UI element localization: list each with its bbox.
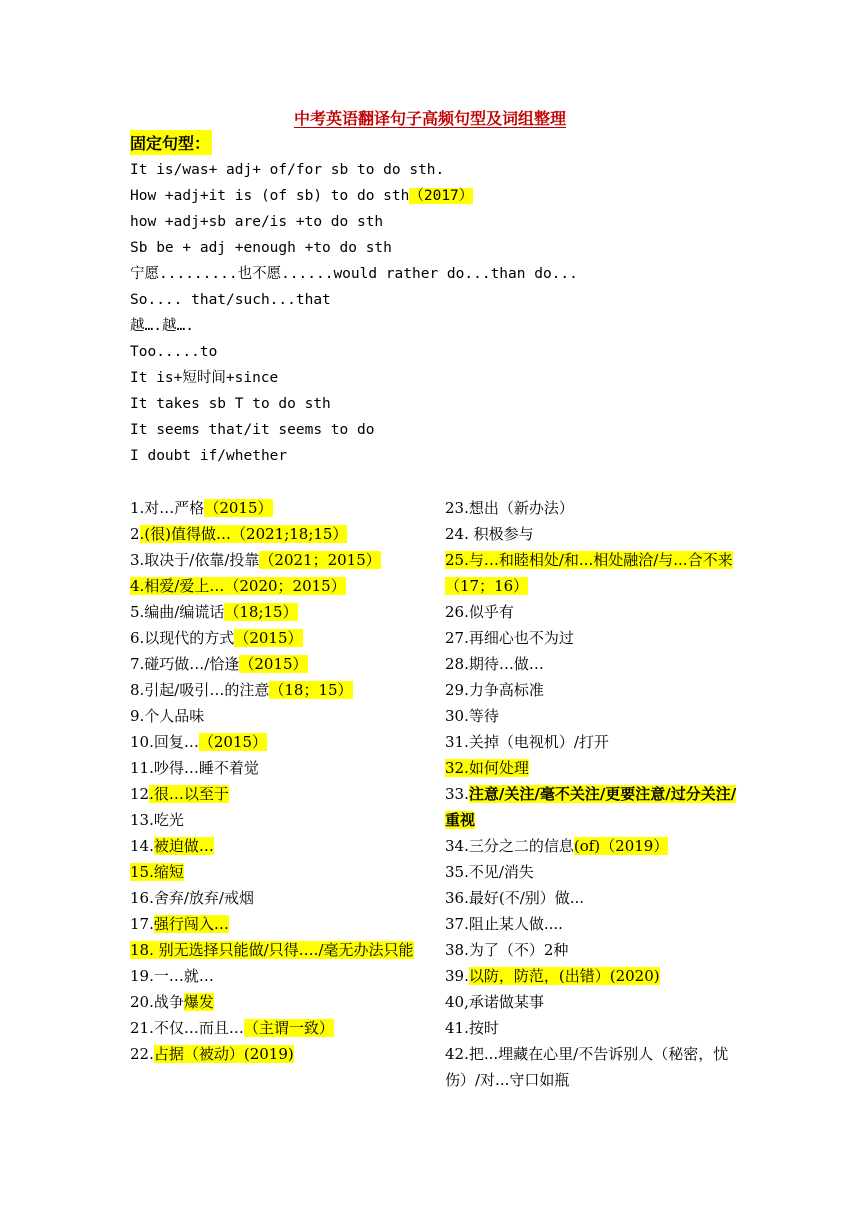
item-text: 35.不见/消失 xyxy=(445,863,534,881)
item-highlight: （18;15） xyxy=(224,603,298,621)
item-text: 33. xyxy=(445,785,469,803)
item-highlight: 爆发 xyxy=(183,993,214,1011)
item-text: 28.期待…做… xyxy=(445,655,544,673)
item-text: 19.一…就… xyxy=(130,967,214,985)
document-title: 中考英语翻译句子高频句型及词组整理 xyxy=(293,109,566,128)
pattern-text: How +adj+it is (of sb) to do sth xyxy=(130,188,410,204)
item-text: 40,承诺做某事 xyxy=(445,993,544,1011)
item-text: 39. xyxy=(445,967,469,985)
phrase-right-item xyxy=(445,911,740,937)
pattern-line xyxy=(130,235,578,261)
item-text: 17. xyxy=(130,915,154,933)
phrase-left-item xyxy=(130,911,425,937)
item-highlight: .(很)值得做…（2021;18;15） xyxy=(139,525,348,543)
item-text: 6.以现代的方式 xyxy=(130,629,235,647)
item-highlight: （主谓一致） xyxy=(243,1019,334,1037)
pattern-text: I doubt if/whether xyxy=(130,448,288,464)
pattern-text: how +adj+sb are/is +to do sth xyxy=(130,214,384,230)
phrase-left-item xyxy=(130,521,425,547)
phrase-right-item xyxy=(445,495,740,521)
item-highlight: 占据（被动）(2019) xyxy=(153,1045,294,1063)
item-highlight: 强行闯入… xyxy=(153,915,229,933)
pattern-text: It takes sb T to do sth xyxy=(130,396,331,412)
item-text: 37.阻止某人做.... xyxy=(445,915,563,933)
phrase-right-item xyxy=(445,989,740,1015)
item-text: 24. 积极参与 xyxy=(445,525,534,543)
pattern-line xyxy=(130,365,578,391)
phrase-left-item xyxy=(130,599,425,625)
phrase-left-item xyxy=(130,625,425,651)
item-highlight: (of)（2019） xyxy=(573,837,669,855)
phrase-left-item xyxy=(130,963,425,989)
phrase-right-item xyxy=(445,1041,740,1093)
phrase-left-item xyxy=(130,859,425,885)
item-highlight: （18；15） xyxy=(269,681,353,699)
item-text: 10.回复… xyxy=(130,733,199,751)
item-text: 22. xyxy=(130,1045,154,1063)
phrase-left-item xyxy=(130,989,425,1015)
item-highlight: 被迫做… xyxy=(153,837,214,855)
pattern-text: 宁愿.........也不愿......would rather do...than do... xyxy=(130,266,578,282)
item-text: 1.对…严格 xyxy=(130,499,205,517)
pattern-text: It is+短时间+since xyxy=(130,370,279,386)
phrase-left-item xyxy=(130,1015,425,1041)
phrase-right-item xyxy=(445,651,740,677)
item-text: 14. xyxy=(130,837,154,855)
phrase-right-item xyxy=(445,703,740,729)
pattern-text: Sb be + adj +enough +to do sth xyxy=(130,240,392,256)
item-highlight: 15.缩短 xyxy=(130,863,184,881)
pattern-line xyxy=(130,261,578,287)
item-text: 9.个人品味 xyxy=(130,707,205,725)
item-text: 16.舍弃/放弃/戒烟 xyxy=(130,889,254,907)
item-text: 8.引起/吸引…的注意 xyxy=(130,681,270,699)
phrase-right-item xyxy=(445,599,740,625)
phrase-left-item xyxy=(130,703,425,729)
phrase-right-item xyxy=(445,1015,740,1041)
pattern-text: It is/was+ adj+ of/for sb to do sth. xyxy=(130,162,445,178)
highlighted-year: （2017） xyxy=(409,188,474,204)
pattern-line xyxy=(130,339,578,365)
phrase-left-item xyxy=(130,755,425,781)
phrase-list-left xyxy=(130,495,425,1067)
item-highlight: 4.相爱/爱上…（2020；2015） xyxy=(130,577,346,595)
item-text: 3.取决于/依靠/投靠 xyxy=(130,551,260,569)
pattern-text: It seems that/it seems to do xyxy=(130,422,375,438)
item-text: 21.不仅…而且… xyxy=(130,1019,244,1037)
item-highlight: （2015） xyxy=(239,655,308,673)
phrase-right-item xyxy=(445,885,740,911)
item-text: 42.把...埋藏在心里/不告诉别人（秘密，忧伤）/对...守口如瓶 xyxy=(445,1045,729,1089)
pattern-text: So.... that/such...that xyxy=(130,292,331,308)
phrase-left-item xyxy=(130,547,425,573)
phrase-right-item xyxy=(445,859,740,885)
item-text: 41.按时 xyxy=(445,1019,499,1037)
phrase-right-item xyxy=(445,677,740,703)
item-highlight: 18. 别无选择只能做/只得…./毫无办法只能 xyxy=(130,941,414,959)
pattern-line xyxy=(130,183,578,209)
item-highlight: 25.与…和睦相处/和...相处融洽/与...合不来（17；16） xyxy=(445,551,733,595)
phrase-left-item xyxy=(130,677,425,703)
pattern-text: Too.....to xyxy=(130,344,218,360)
item-text: 29.力争高标准 xyxy=(445,681,544,699)
phrase-left-item xyxy=(130,781,425,807)
item-highlight: （2015） xyxy=(204,499,273,517)
phrase-left-item xyxy=(130,885,425,911)
item-text: 34.三分之二的信息 xyxy=(445,837,574,855)
pattern-list xyxy=(130,157,578,469)
item-text: 7.碰巧做…/恰逢 xyxy=(130,655,240,673)
item-text: 26.似乎有 xyxy=(445,603,514,621)
pattern-line xyxy=(130,209,578,235)
phrase-left-item xyxy=(130,495,425,521)
item-highlight: （2015） xyxy=(234,629,303,647)
item-text: 12 xyxy=(130,785,150,803)
phrase-right-item xyxy=(445,755,740,781)
phrase-right-item xyxy=(445,781,740,833)
item-highlight: 以防，防范，(出错）(2020) xyxy=(468,967,660,985)
item-highlight: （2015） xyxy=(198,733,268,751)
item-text: 5.编曲/编谎话 xyxy=(130,603,225,621)
item-text: 36.最好(不/别）做... xyxy=(445,889,585,907)
item-text: 13.吃光 xyxy=(130,811,184,829)
item-text: 27.再细心也不为过 xyxy=(445,629,574,647)
pattern-line xyxy=(130,443,578,469)
phrase-right-item xyxy=(445,729,740,755)
phrase-left-item xyxy=(130,573,425,599)
pattern-text: 越….越…. xyxy=(130,318,194,334)
phrase-right-item xyxy=(445,625,740,651)
pattern-line xyxy=(130,157,578,183)
item-highlight: 32.如何处理 xyxy=(445,759,529,777)
pattern-line xyxy=(130,417,578,443)
phrase-left-item xyxy=(130,807,425,833)
item-text: 38.为了（不）2种 xyxy=(445,941,569,959)
phrase-right-item xyxy=(445,937,740,963)
item-text: 30.等待 xyxy=(445,707,499,725)
item-text: 20.战争 xyxy=(130,993,184,1011)
phrase-right-item xyxy=(445,521,740,547)
item-highlight: .很…以至于 xyxy=(149,785,229,803)
pattern-line xyxy=(130,287,578,313)
pattern-line xyxy=(130,313,578,339)
item-highlight: （2021；2015） xyxy=(259,551,381,569)
phrase-right-item xyxy=(445,833,740,859)
item-text: 11.吵得…睡不着觉 xyxy=(130,759,259,777)
phrase-left-item xyxy=(130,651,425,677)
item-text: 23.想出（新办法） xyxy=(445,499,574,517)
phrase-left-item xyxy=(130,937,425,963)
phrase-right-item xyxy=(445,963,740,989)
phrase-left-item xyxy=(130,1041,425,1067)
pattern-line xyxy=(130,391,578,417)
phrase-right-item xyxy=(445,547,740,599)
section-heading: 固定句型： xyxy=(130,130,212,155)
phrase-left-item xyxy=(130,833,425,859)
item-highlight: 注意/关注/毫不关注/更要注意/过分关注/重视 xyxy=(445,785,737,829)
phrase-left-item xyxy=(130,729,425,755)
item-text: 31.关掉（电视机）/打开 xyxy=(445,733,609,751)
phrase-list-right xyxy=(445,495,740,1093)
item-text: 2 xyxy=(130,525,140,543)
